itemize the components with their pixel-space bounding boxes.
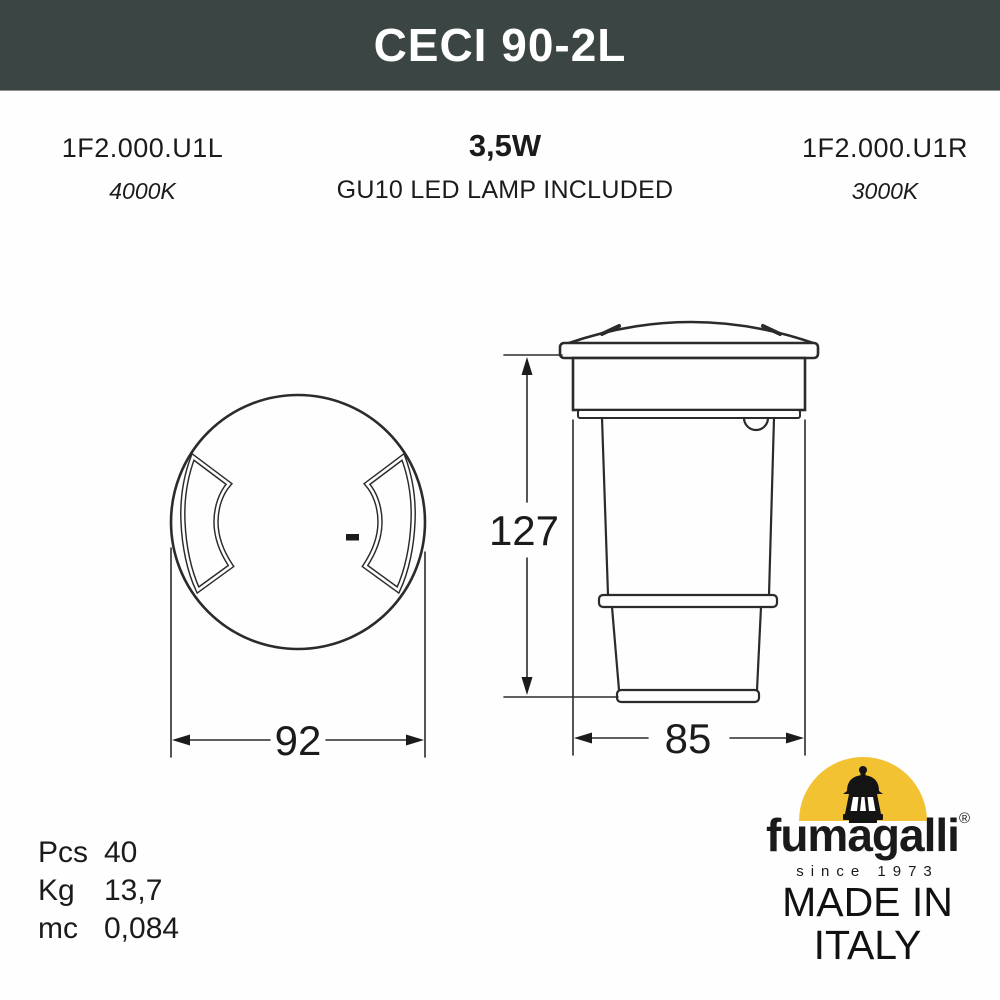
wattage: 3,5W (468, 128, 542, 163)
spec-value: 13,7 (104, 874, 163, 907)
color-temp-left: 4000K (109, 178, 176, 204)
product-title: CECI 90-2L (373, 19, 627, 71)
made-in-line1: MADE IN (782, 879, 953, 925)
body-left-edge (602, 418, 608, 595)
housing-left-edge (612, 607, 619, 690)
packaging-specs (38, 834, 179, 948)
spec-label: Kg (38, 874, 75, 907)
brand-name: fumagalli (766, 809, 959, 861)
height-label: 127 (488, 507, 560, 554)
flange (560, 343, 818, 358)
body-right-edge (769, 418, 774, 595)
spec-row-pcs (38, 834, 179, 872)
brand-row (765, 809, 970, 861)
brand-logo (765, 750, 970, 985)
brand-tagline: since 1973 (796, 863, 939, 880)
spec-value: 0,084 (104, 912, 180, 945)
front-view-outline (171, 395, 425, 649)
width-label: 85 (664, 715, 712, 762)
body-bottom-lip (599, 595, 777, 607)
product-code-left: 1F2.000.U1L (61, 133, 224, 163)
color-temp-right: 3000K (851, 178, 919, 204)
spec-label: Pcs (38, 836, 89, 869)
made-in-line2: ITALY (813, 922, 922, 969)
diameter-label: 92 (274, 717, 322, 764)
collar (573, 358, 805, 410)
lamp-description: GU10 LED LAMP INCLUDED (336, 176, 674, 204)
housing-right-edge (757, 607, 761, 690)
registered-mark-icon: ® (958, 810, 969, 827)
screw-detail (744, 418, 768, 430)
center-dash-mark (346, 534, 359, 541)
spec-value: 40 (104, 836, 138, 869)
collar-lip (578, 410, 800, 418)
spec-row-kg (38, 872, 179, 910)
housing-bottom-lip (617, 690, 759, 702)
made-in-italy (765, 881, 970, 967)
product-code-right: 1F2.000.U1R (801, 133, 969, 163)
spec-label: mc (38, 912, 78, 945)
spec-row-mc (38, 910, 179, 948)
